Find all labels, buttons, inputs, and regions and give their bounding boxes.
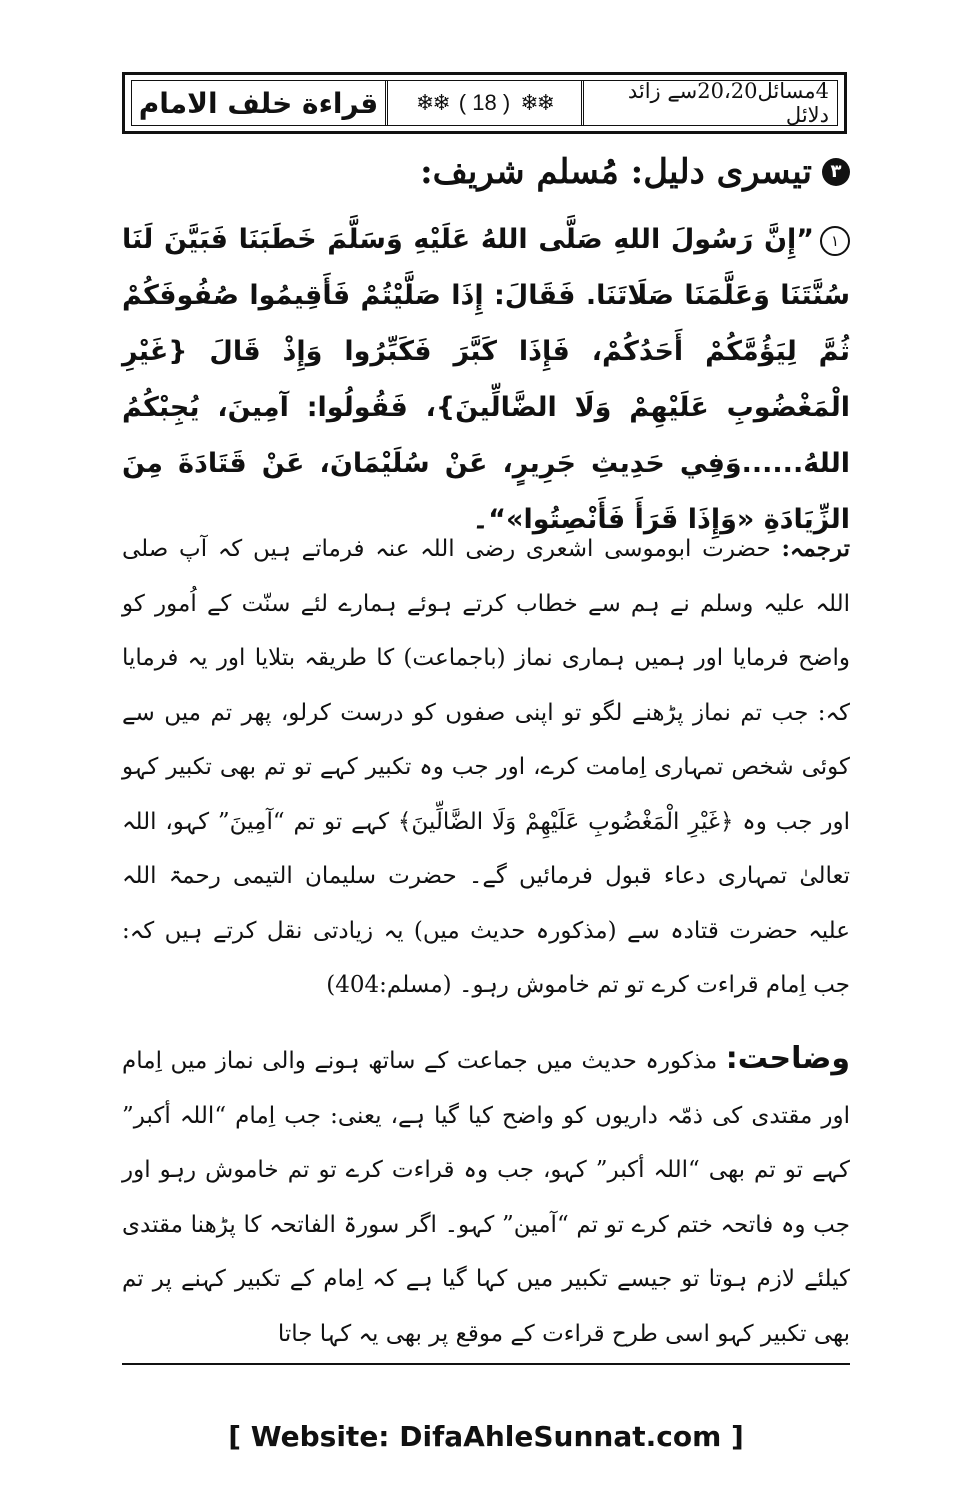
footer-divider bbox=[122, 1363, 850, 1365]
hadith-arabic-text bbox=[122, 212, 850, 548]
explanation-text: مذکورہ حدیث میں جماعت کے ساتھ ہونے والی نماز میں اِمام اور مقتدی کی ذمّہ داریوں کو واضح کیا گیا ہے، یعنی: جب اِمام “اللہ أکبر” کہے تو تم بھی “اللہ أکبر” کہو، جب وہ قراءت کرے تو تم خاموش رہو اور جب وہ فاتحہ ختم کرے تو تم “آمین” کہو۔ اگر سورۃ الفاتحہ کا پڑھنا مقتدی کیلئے لازم ہوتا تو جیسے تکبیر میں کہا گیا ہے کہ اِمام کے تکبیر کہنے پر تم بھی تکبیر کہو اسی طرح قراءت کے موقع پر بھی یہ کہا جاتا bbox=[122, 1048, 850, 1347]
page-header bbox=[122, 72, 847, 134]
book-title: قراءة خلف الامام bbox=[132, 81, 388, 125]
paragraph-number-marker: ١ bbox=[820, 226, 850, 256]
website-footer: [ Website: DifaAhleSunnat.com ] bbox=[228, 1420, 744, 1453]
book-subtitle: 4مسائل20،20سے زائد دلائل bbox=[627, 79, 829, 127]
translation-text: حضرت ابوموسی اشعری رضی اللہ عنہ فرماتے ہیں کہ آپ صلی اللہ علیہ وسلم نے ہم سے خطاب کرتے ہوئے ہمارے لئے سنّت کے اُمور کو واضح فرمایا اور ہمیں ہماری نماز (باجماعت) کا طریقہ بتلایا اور یہ فرمایا کہ: جب تم نماز پڑھنے لگو تو اپنی صفوں کو درست کرلو، پھر تم میں سے کوئی شخص تمہاری اِمامت کرے، اور جب وہ تکبیر کہے تو تم بھی تکبیر کہو اور جب وہ ﴿غَيْرِ الْمَغْضُوبِ عَلَيْهِمْ وَلَا الضَّالِّينَ﴾ کہے تو تم “آمِینَ” کہو، اللہ تعالیٰ تمہاری دعاء قبول فرمائیں گے۔ حضرت سلیمان التیمی رحمۃ اللہ علیہ حضرت قتادہ سے (مذکورہ حدیث میں) یہ زیادتی نقل کرتے ہیں کہ: جب اِمام قراءت کرے تو تم خاموش رہو۔ (مسلم:404) bbox=[122, 536, 850, 998]
heading-text: تیسری دلیل: مُسلم شریف: bbox=[420, 152, 812, 192]
translation-paragraph bbox=[122, 522, 850, 1013]
page-number: ( 18 ) bbox=[458, 90, 511, 115]
ornament-right: ❄❄ bbox=[520, 90, 554, 116]
hadith-text: ”إِنَّ رَسُولَ اللهِ صَلَّى اللهُ عَلَيْهِ وَسَلَّمَ خَطَبَنَا فَبَيَّنَ لَنَا سُنَّتَنَا وَعَلَّمَنَا صَلَاتَنَا. فَقَالَ: إِذَا صَلَّيْتُمْ فَأَقِيمُوا صُفُوفَكُمْ ثُمَّ لِيَؤُمَّكُمْ أَحَدُكُمْ، فَإِذَا كَبَّرَ فَكَبِّرُوا وَإِذْ قَالَ {غَيْرِ الْمَغْضُوبِ عَلَيْهِمْ وَلَا الضَّالِّينَ}، فَقُولُوا: آمِينَ، يُجِبْكُمُ اللهُ......وَفِي حَدِيثِ جَرِيرٍ، عَنْ سُلَيْمَانَ، عَنْ قَتَادَةَ مِنَ الزِّيَادَةِ «وَإِذَا قَرَأَ فَأَنْصِتُوا»“۔ bbox=[122, 224, 850, 535]
page-header-inner bbox=[131, 80, 838, 126]
heading-number-badge: ٣ bbox=[822, 158, 850, 186]
ornament-left: ❄❄ bbox=[415, 90, 449, 116]
section-heading bbox=[122, 148, 850, 196]
translation-label: ترجمہ: bbox=[781, 535, 851, 562]
page-number-cell bbox=[388, 81, 584, 125]
explanation-label: وضاحت: bbox=[725, 1041, 850, 1076]
explanation-paragraph bbox=[122, 1032, 850, 1361]
